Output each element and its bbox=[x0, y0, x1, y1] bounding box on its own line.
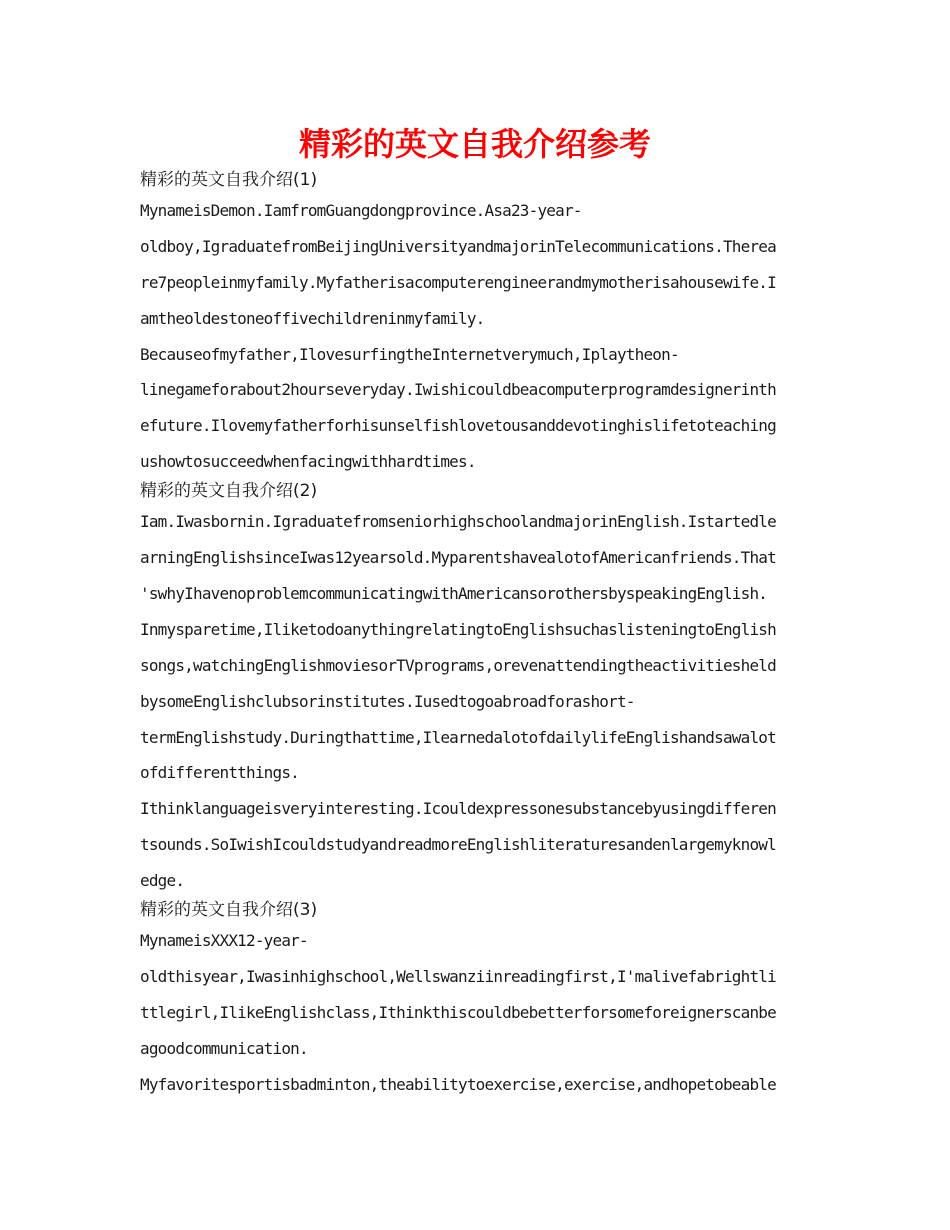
paragraph-line: amtheoldestoneoffivechildreninmyfamily. bbox=[140, 308, 485, 328]
paragraph-line: Myfavoritesportisbadminton,theabilitytoexercise,exercise,andhopetobeable bbox=[140, 1074, 776, 1094]
section-heading: 精彩的英文自我介绍(3) bbox=[140, 900, 318, 921]
paragraph-line: tsounds.SoIwishIcouldstudyandreadmoreEnglishliteraturesandenlargemyknowl bbox=[140, 835, 776, 855]
paragraph-line: MynameisDemon.IamfromGuangdongprovince.Asa23-year- bbox=[140, 201, 582, 220]
paragraph-line: linegameforabout2hourseveryday.Iwishicouldbeacomputerprogramdesignerinth bbox=[140, 380, 776, 400]
paragraph-line: Iam.Iwasbornin.IgraduatefromseniorhighschoolandmajorinEnglish.Istartedle bbox=[140, 512, 776, 532]
paragraph-line: arningEnglishsinceIwas12yearsold.MyparentshavealotofAmericanfriends.That bbox=[140, 548, 776, 568]
paragraph-line: Inmysparetime,IliketodoanythingrelatingtoEnglishsuchaslisteningtoEnglish bbox=[140, 619, 776, 639]
paragraph-line: Becauseofmyfather,IlovesurfingtheInternetverymuch,Iplaytheon- bbox=[140, 344, 679, 364]
paragraph-line: efuture.Ilovemyfatherforhisunselfishlovetousanddevotinghislifetoteaching bbox=[140, 416, 776, 436]
document-body bbox=[140, 166, 812, 1106]
paragraph-line: agoodcommunication. bbox=[140, 1038, 308, 1058]
paragraph-line: ofdifferentthings. bbox=[140, 763, 299, 783]
paragraph-line: 'swhyIhavenoproblemcommunicatingwithAmericansorothersbyspeakingEnglish. bbox=[140, 584, 768, 604]
paragraph-line: Ithinklanguageisveryinteresting.Icouldexpressonesubstancebyusingdifferen bbox=[140, 799, 776, 819]
document-title: 精彩的英文自我介绍参考 bbox=[298, 125, 651, 163]
section-heading: 精彩的英文自我介绍(1) bbox=[140, 170, 318, 190]
paragraph-line: oldboy,IgraduatefromBeijingUniversityandmajorinTelecommunications.Therea bbox=[140, 236, 776, 256]
section-heading: 精彩的英文自我介绍(2) bbox=[140, 481, 318, 502]
paragraph-line: edge. bbox=[140, 871, 185, 891]
paragraph-line: termEnglishstudy.Duringthattime,IlearnedalotofdailylifeEnglishandsawalot bbox=[140, 727, 776, 747]
paragraph-line: oldthisyear,Iwasinhighschool,Wellswanziinreadingfirst,I'malivefabrightli bbox=[140, 967, 776, 987]
paragraph-line: ttlegirl,IlikeEnglishclass,Ithinkthiscouldbebetterforsomeforeignerscanbe bbox=[140, 1002, 776, 1022]
paragraph-line: bysomeEnglishclubsorinstitutes.Iusedtogoabroadforashort- bbox=[140, 691, 635, 711]
paragraph-line: songs,watchingEnglishmoviesorTVprograms,orevenattendingtheactivitiesheld bbox=[140, 655, 776, 675]
paragraph-line: MynameisXXX12-year- bbox=[140, 931, 308, 951]
paragraph-line: ushowtosucceedwhenfacingwithhardtimes. bbox=[140, 452, 476, 472]
paragraph-line: re7peopleinmyfamily.Myfatherisacomputerengineerandmymotherisahousewife.I bbox=[140, 272, 776, 292]
